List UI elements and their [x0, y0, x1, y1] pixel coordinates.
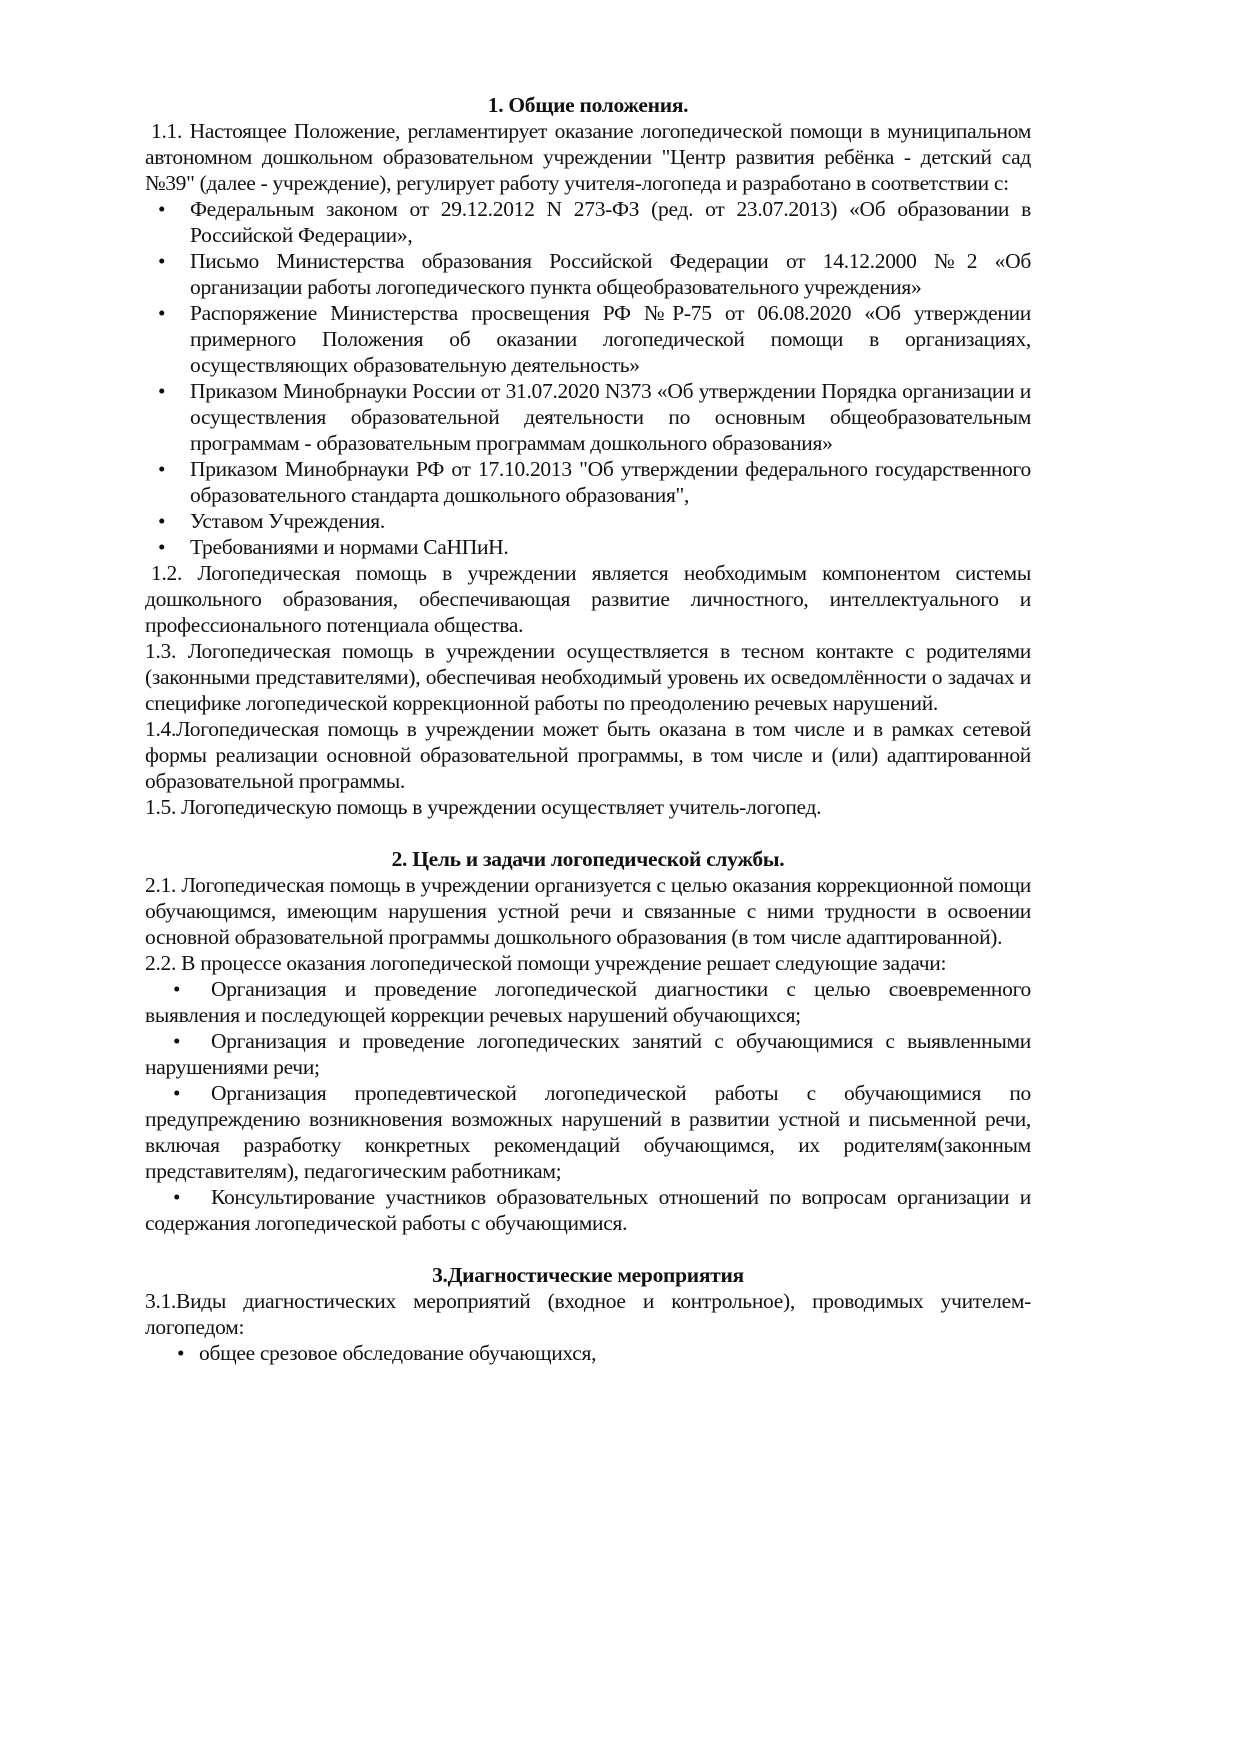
- paragraph-1-2: 1.2. Логопедическая помощь в учреждении является необходимым компонентом системы дошкольного образования, обеспечивающая развитие личностного, интеллектуального и профессионального потенциала общества.: [145, 561, 1031, 637]
- paragraph-1-3: 1.3. Логопедическая помощь в учреждении осуществляется в тесном контакте с родителями (законными представителями), обеспечивая необходимый уровень их осведомлённости о задачах и специфике логопедической коррекционной работы по преодолению речевых нарушений.: [145, 639, 1031, 715]
- section-2-heading: 2. Цель и задачи логопедической службы.: [391, 847, 785, 871]
- paragraph-1-4: 1.4.Логопедическая помощь в учреждении может быть оказана в том числе и в рамках сетевой формы реализации основной образовательной программы, в том числе и (или) адаптированной образовательной программы.: [145, 717, 1031, 793]
- list-item-text: Организация и проведение логопедических занятий с обучающимися с выявленными нарушениями речи;: [145, 1029, 1031, 1079]
- list-item: [145, 1184, 1031, 1236]
- paragraph-2-1: 2.1. Логопедическая помощь в учреждении организуется с целью оказания коррекционной помощи обучающимся, имеющим нарушения устной речи и связанные с ними трудности в освоении основной образовательной программы дошкольного образования (в том числе адаптированной).: [145, 873, 1031, 949]
- diagnostics-list: [145, 1340, 1031, 1366]
- list-item: • Распоряжение Министерства просвещения РФ №Р-75 от 06.08.2020 «Об утверждении примерного Положения об оказании логопедической помощи в организациях, осуществляющих образовательную деятельность»: [190, 300, 1031, 378]
- list-item: • Приказом Минобрнауки РФ от 17.10.2013 "Об утверждении федерального государственного образовательного стандарта дошкольного образования",: [190, 456, 1031, 508]
- list-item: • общее срезовое обследование обучающихся,: [199, 1340, 1031, 1366]
- paragraph-3-1: 3.1.Виды диагностических мероприятий (входное и контрольное), проводимых учителем-логопедом:: [145, 1289, 1031, 1339]
- paragraph-2-2: 2.2. В процессе оказания логопедической помощи учреждение решает следующие задачи:: [145, 951, 947, 975]
- list-item: [145, 1028, 1031, 1080]
- list-item-text: Организация и проведение логопедической диагностики с целью своевременного выявления и последующей коррекции речевых нарушений обучающихся;: [145, 977, 1031, 1027]
- paragraph-1-5: 1.5. Логопедическую помощь в учреждении осуществляет учитель-логопед.: [145, 795, 822, 819]
- document-page: [145, 92, 1031, 1366]
- section-3-heading: 3.Диагностические мероприятия: [432, 1263, 744, 1287]
- list-item: • Письмо Министерства образования Российской Федерации от 14.12.2000 №2 «Об организации работы логопедического пункта общеобразовательного учреждения»: [190, 248, 1031, 300]
- bullet-icon: •: [173, 1185, 181, 1209]
- list-item-text: Организация пропедевтической логопедической работы с обучающимися по предупреждению возникновения возможных нарушений в развитии устной и письменной речи, включая разработку конкретных рекомендаций обучающимся, их родителям(законным представителям), педагогическим работникам;: [145, 1081, 1031, 1183]
- bullet-icon: •: [173, 1029, 181, 1053]
- list-item: [145, 976, 1031, 1028]
- list-item-text: Консультирование участников образовательных отношений по вопросам организации и содержания логопедической работы с обучающимися.: [145, 1185, 1031, 1235]
- list-item: • Приказом Минобрнауки России от 31.07.2020 N373 «Об утверждении Порядка организации и осуществления образовательной деятельности по основным общеобразовательным программам - образовательным программам дошкольного образования»: [190, 378, 1031, 456]
- legal-basis-list: [145, 196, 1031, 560]
- section-1-heading: 1. Общие положения.: [487, 93, 689, 117]
- list-item: • Требованиями и нормами СаНПиН.: [190, 534, 1031, 560]
- list-item: [145, 1080, 1031, 1184]
- bullet-icon: •: [173, 977, 181, 1001]
- list-item: • Федеральным законом от 29.12.2012 N 273-ФЗ (ред. от 23.07.2013) «Об образовании в Российской Федерации»,: [190, 196, 1031, 248]
- paragraph-1-1: 1.1. Настоящее Положение, регламентирует оказание логопедической помощи в муниципальном автономном дошкольном образовательном учреждении "Центр развития ребёнка - детский сад №39" (далее - учреждение), регулирует работу учителя-логопеда и разработано в соответствии с:: [145, 119, 1031, 195]
- tasks-list: [145, 976, 1031, 1236]
- list-item: • Уставом Учреждения.: [190, 508, 1031, 534]
- bullet-icon: •: [173, 1081, 181, 1105]
